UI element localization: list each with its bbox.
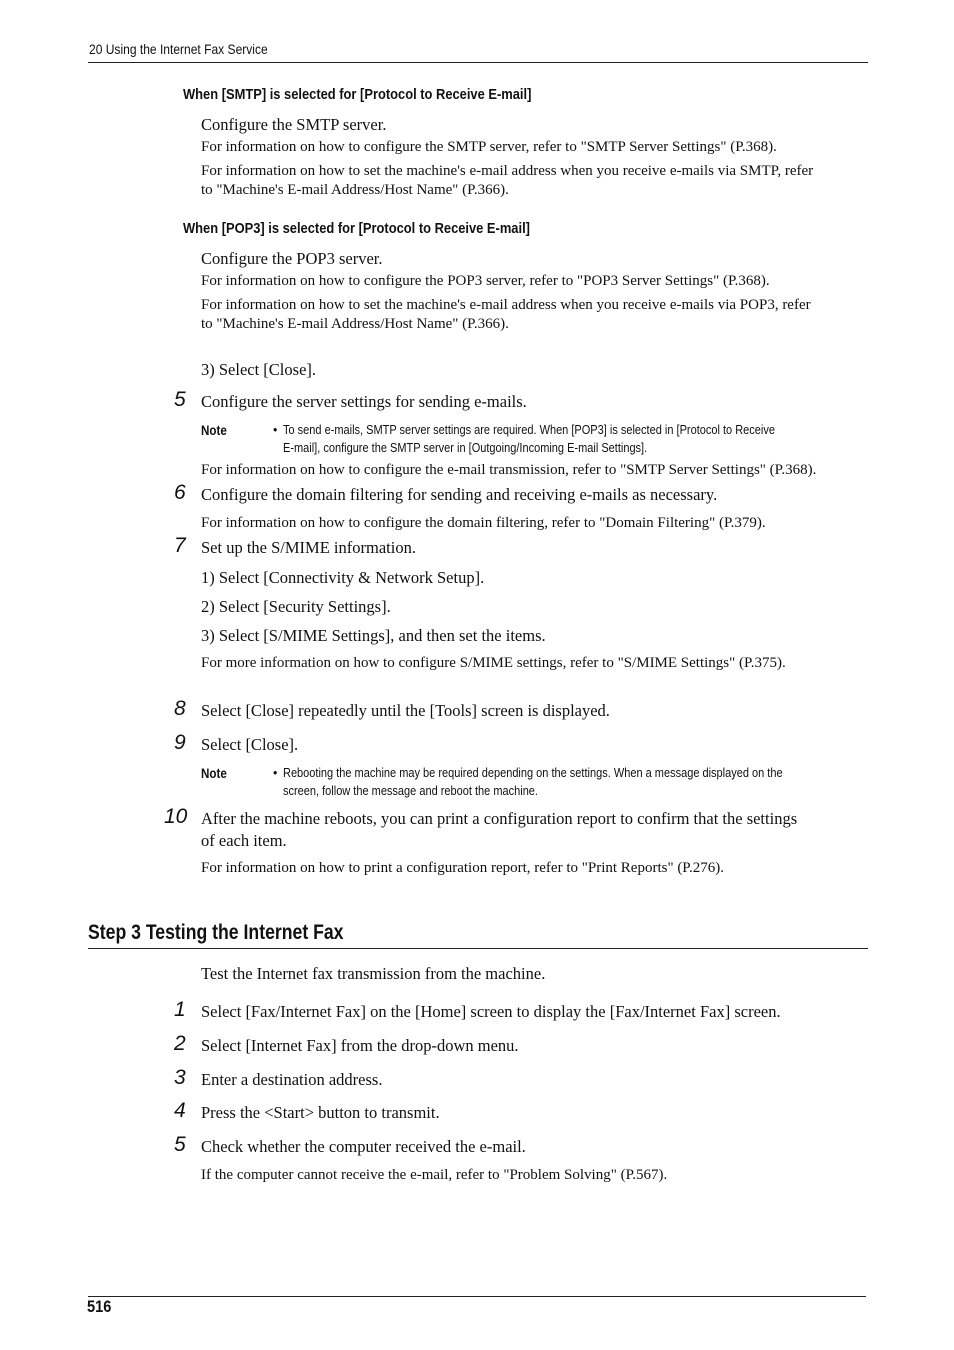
section-title: Step 3 Testing the Internet Fax [88, 921, 344, 944]
footer-rule [88, 1296, 866, 1297]
step-number: 2 [174, 1032, 186, 1055]
step-text: Select [Close]. [201, 735, 299, 754]
bullet-icon: • [273, 423, 278, 437]
note-label: Note [201, 766, 227, 781]
substep: 2) Select [Security Settings]. [201, 597, 391, 616]
step-reference: If the computer cannot receive the e-mail, refer to "Problem Solving" (P.567). [201, 1167, 668, 1183]
note-line: Rebooting the machine may be required depending on the settings. When a message displayed on the [283, 766, 783, 780]
step-number: 6 [174, 481, 186, 504]
step-text: Enter a destination address. [201, 1070, 383, 1089]
pop3-ref-address-line1: For information on how to set the machine's e-mail address when you receive e-mails via POP3, refer [201, 297, 811, 313]
step-text: Set up the S/MIME information. [201, 538, 416, 557]
note-body [273, 764, 867, 802]
step-number: 7 [174, 534, 186, 557]
step-reference: For information on how to print a configuration report, refer to "Print Reports" (P.276). [201, 860, 724, 876]
note-body [273, 421, 867, 459]
pop3-intro: Configure the POP3 server. [201, 249, 383, 268]
smtp-subheading: When [SMTP] is selected for [Protocol to Receive E-mail] [183, 86, 532, 103]
step-number: 5 [174, 388, 186, 411]
pop3-subheading: When [POP3] is selected for [Protocol to Receive E-mail] [183, 220, 530, 237]
step-number: 4 [174, 1099, 186, 1122]
step-text-line2: of each item. [201, 831, 287, 850]
pop3-ref-server: For information on how to configure the POP3 server, refer to "POP3 Server Settings" (P.368). [201, 273, 770, 289]
substep-select-close: 3) Select [Close]. [201, 360, 317, 379]
step-number: 3 [174, 1066, 186, 1089]
step-text: Select [Fax/Internet Fax] on the [Home] screen to display the [Fax/Internet Fax] screen. [201, 1002, 781, 1021]
note-line: E-mail], configure the SMTP server in [Outgoing/Incoming E-mail Settings]. [283, 441, 648, 455]
step-reference: For information on how to configure the e-mail transmission, refer to "SMTP Server Settings" (P.368). [201, 462, 817, 478]
pop3-ref-address-line2: to "Machine's E-mail Address/Host Name" (P.366). [201, 316, 509, 332]
step-number: 5 [174, 1133, 186, 1156]
running-header: 20 Using the Internet Fax Service [89, 41, 268, 57]
step-text-line1: After the machine reboots, you can print a configuration report to confirm that the settings [201, 809, 798, 828]
step-text: Select [Close] repeatedly until the [Tools] screen is displayed. [201, 701, 610, 720]
step-number: 8 [174, 697, 186, 720]
smtp-ref-server: For information on how to configure the SMTP server, refer to "SMTP Server Settings" (P.368). [201, 139, 777, 155]
step-text: Check whether the computer received the e-mail. [201, 1137, 526, 1156]
page-number: 516 [87, 1297, 112, 1316]
step-reference: For more information on how to configure S/MIME settings, refer to "S/MIME Settings" (P.375). [201, 655, 786, 671]
note-line: To send e-mails, SMTP server settings are required. When [POP3] is selected in [Protocol to Receive [283, 423, 775, 437]
step-number: 1 [174, 998, 186, 1021]
substep: 1) Select [Connectivity & Network Setup]. [201, 568, 485, 587]
header-rule [88, 62, 868, 63]
step-text: Select [Internet Fax] from the drop-down menu. [201, 1036, 519, 1055]
note-label: Note [201, 423, 227, 438]
step-text: Configure the domain filtering for sending and receiving e-mails as necessary. [201, 485, 718, 504]
section-rule [88, 948, 868, 949]
step-text: Configure the server settings for sending e-mails. [201, 392, 527, 411]
smtp-ref-address-line2: to "Machine's E-mail Address/Host Name" (P.366). [201, 182, 509, 198]
substep: 3) Select [S/MIME Settings], and then set the items. [201, 626, 546, 645]
step-reference: For information on how to configure the domain filtering, refer to "Domain Filtering" (P.379). [201, 515, 766, 531]
note-line: screen, follow the message and reboot the machine. [283, 784, 538, 798]
smtp-intro: Configure the SMTP server. [201, 115, 387, 134]
step-number: 9 [174, 731, 186, 754]
bullet-icon: • [273, 766, 278, 780]
step-number: 10 [164, 805, 188, 828]
smtp-ref-address-line1: For information on how to set the machine's e-mail address when you receive e-mails via SMTP, refer [201, 163, 814, 179]
section-intro: Test the Internet fax transmission from the machine. [201, 964, 546, 983]
step-text: Press the <Start> button to transmit. [201, 1103, 440, 1122]
